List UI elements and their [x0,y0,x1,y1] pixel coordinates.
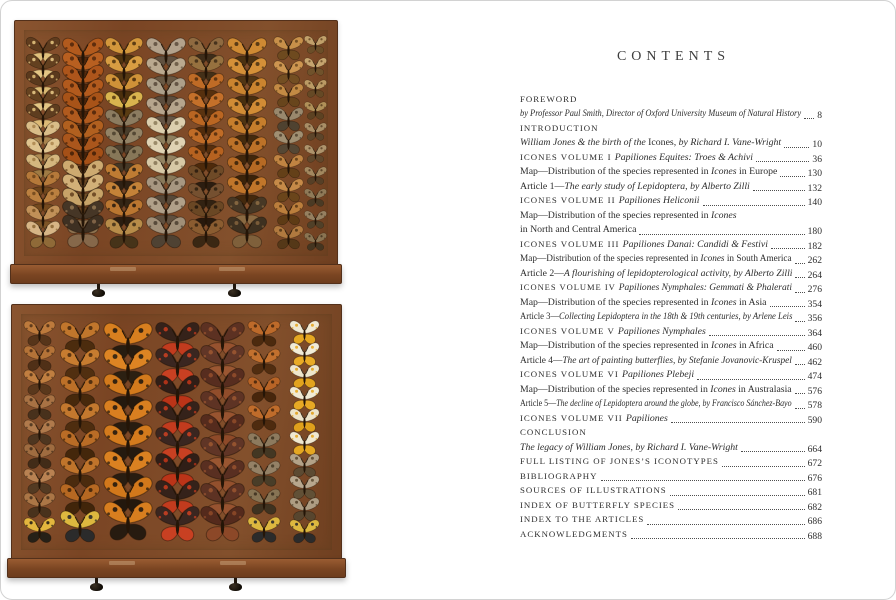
toc-text-segment: Icones [700,253,725,264]
toc-text-segment: Article 2— [520,267,564,279]
butterfly-specimen [288,516,321,547]
toc-text-segment: by Professor Paul Smith, Director of Oxford University Museum of Natural History [520,108,802,119]
butterfly-specimen [144,212,188,253]
toc-entry [520,310,822,325]
butterfly-specimen [303,55,328,79]
dotted-leader [647,523,804,525]
butterfly-specimen [198,501,247,547]
toc-page-number: 180 [807,226,822,237]
toc-page-number: 132 [807,182,822,194]
toc-text-segment: Papiliones [625,412,668,424]
toc-text-segment: Papiliones Heliconii [618,195,700,206]
butterfly-specimen [101,496,155,547]
toc-page-number: 8 [817,110,822,121]
contents-page [520,0,822,600]
toc-page-number: 356 [807,313,822,324]
dotted-leader [795,407,805,409]
toc-text-segment: in Africa [736,340,774,351]
page-title: CONTENTS [616,49,731,64]
toc-page-number: 681 [807,487,822,498]
toc-text-segment: SOURCES OF ILLUSTRATIONS [520,485,667,495]
toc-text-segment: Map—Distribution of the species represented in [520,296,711,308]
dotted-leader [678,508,805,510]
drawer-knob [90,578,103,591]
toc-page-number: 682 [807,501,822,513]
toc-page-number: 354 [807,298,822,310]
toc-text-segment: FULL LISTING OF JONES’S ICONOTYPES [520,456,719,466]
toc-text-segment: Article 1— [520,180,565,192]
toc-page-number: 130 [807,168,822,179]
toc-page-number: 264 [807,269,822,281]
toc-page-number: 590 [807,414,822,426]
butterfly-specimen [24,217,62,253]
dotted-leader [804,117,814,119]
toc-text-segment: INDEX TO THE ARTICLES [520,514,645,524]
toc-entry-text [520,524,628,542]
drawer-knob [229,578,242,591]
toc-text-segment: ICONES VOLUME IV [520,282,619,292]
toc-text-segment: Map—Distribution of the species represented in [520,209,711,221]
toc-text-segment: Map—Distribution of the species represented in [520,166,711,177]
toc-text-segment: ICONES VOLUME VII [520,412,626,423]
toc-text-segment: Map—Distribution of the species represented in [520,383,711,395]
drawer-front-rail [7,558,346,578]
toc-text-segment: in Europe [736,166,778,177]
drawer-frame [11,304,342,560]
drawer-frame [14,20,338,266]
drawer-interior [24,30,328,256]
dotted-leader [777,349,805,351]
toc-page-number: 576 [807,385,822,397]
toc-text-segment: in North and Central America [520,224,637,235]
left-page-photo [0,0,440,600]
toc-text-segment: Papiliones Plebeji [621,369,695,380]
dotted-leader [722,465,805,467]
butterfly-specimen [303,164,328,188]
dotted-leader [741,450,805,452]
toc-text-segment: INDEX OF BUTTERFLY SPECIES [520,499,676,510]
butterfly-specimen [153,501,202,547]
butterfly-specimen [303,33,328,57]
toc-page-number: 276 [807,284,822,295]
dotted-leader [670,494,805,496]
butterfly-specimen [303,120,328,144]
toc-page-number: 686 [807,516,822,527]
toc-entry [520,397,822,412]
toc-entry [520,527,822,542]
toc-page-number: 462 [807,356,822,368]
toc-text-segment: INTRODUCTION [520,122,599,133]
butterfly-specimen [58,506,102,547]
butterfly-specimen [272,222,305,253]
specimen-drawer-bottom [11,304,342,591]
toc-text-segment: Papiliones Nymphales [617,325,706,337]
dotted-leader [795,291,805,293]
toc-text-segment: ICONES VOLUME III [520,238,623,249]
specimen-drawer-top [14,20,338,297]
butterfly-specimen [22,514,57,547]
toc-text-segment: CONCLUSION [520,427,587,437]
butterfly-specimen [303,142,328,166]
toc-entry-text [520,306,793,324]
dotted-leader [795,320,805,322]
toc-text-segment: in Asia [736,296,767,308]
toc-page-number: 36 [812,153,822,165]
toc-text-segment: FOREWORD [520,93,578,104]
toc-entry [520,281,822,296]
toc-text-segment: William Jones & the birth of the [520,137,649,148]
toc-page-number: 364 [807,327,822,339]
toc-text-segment: Map—Distribution of the species represented in [520,340,711,351]
dotted-leader [795,276,805,278]
toc-text-segment: Icones [711,209,737,221]
dotted-leader [795,262,805,264]
toc-text-segment: ICONES VOLUME V [520,325,618,336]
toc-text-segment: The legacy of William Jones, by Richard I. Vane-Wright [520,441,738,453]
toc-text-segment: A flourishing of lepidopterological activity, by Alberto Zilli [563,267,793,279]
toc-text-segment: ICONES VOLUME I [520,151,615,162]
dotted-leader [795,363,805,365]
butterfly-specimen [186,215,226,253]
table-of-contents [520,92,822,542]
toc-page-number: 182 [807,240,822,252]
toc-text-segment: Papiliones Danai: Candidi & Festivi [622,238,768,250]
toc-text-segment: ACKNOWLEDGMENTS [520,528,628,539]
toc-text-segment: Icones [711,340,737,351]
toc-text-segment: in South America [724,253,792,264]
drawer-interior [21,314,332,550]
toc-text-segment: Article 3— [520,311,560,322]
dotted-leader [784,146,809,148]
drawer-knob [228,284,241,297]
toc-text-segment: ICONES VOLUME VI [520,369,622,379]
dotted-leader [770,305,805,307]
toc-entry [520,107,822,122]
toc-page-number: 262 [807,255,822,266]
toc-entry [520,353,822,368]
toc-text-segment: ICONES VOLUME II [520,195,619,205]
butterfly-specimen [60,210,106,253]
toc-text-segment: The art of painting butterflies, by Stefanie Jovanovic-Kruspel [562,354,792,366]
butterfly-specimen [303,230,328,254]
dotted-leader [795,392,805,394]
toc-text-segment: The early study of Lepidoptera, by Alberto Zilli [564,180,750,192]
dotted-leader [753,189,805,191]
toc-page-number: 10 [812,139,822,150]
toc-text-segment: Icones [711,296,737,308]
toc-page-number: 688 [807,530,822,542]
toc-entry-text [520,393,792,411]
butterfly-specimen [303,77,328,101]
toc-text-segment: The decline of Lepidoptera around the globe, by Francisco Sánchez-Bayo [556,398,792,409]
toc-entry-text [520,103,802,121]
toc-page-number: 672 [807,458,822,469]
butterfly-specimen [103,214,145,253]
drawer-front-rail [10,264,342,284]
toc-text-segment: Papiliones Equites: Troes & Achivi [614,151,753,163]
drawer-knob [92,284,105,297]
butterfly-specimen [246,513,282,547]
toc-text-segment: Map—Distribution of the species represented in [520,253,701,264]
toc-text-segment: Collecting Lepidoptera in the 18th & 19th centuries, by Arlene Leis [559,311,793,322]
toc-text-segment: Papiliones Nymphales: Gemmati & Phalerati [618,282,793,293]
toc-text-segment: , by Richard I. Vane-Wright [673,137,782,148]
toc-text-segment: BIBLIOGRAPHY [520,470,598,481]
toc-page-number: 460 [807,342,822,353]
toc-page-number: 474 [807,371,822,382]
toc-text-segment: Icones [710,383,736,395]
butterfly-specimen [303,208,328,232]
dotted-leader [631,537,805,539]
butterfly-specimen [225,212,269,253]
toc-text-segment: Icones [648,137,674,148]
butterfly-specimen [303,186,328,210]
toc-page-number: 676 [807,472,822,484]
butterfly-specimen [303,99,328,123]
toc-text-segment: Article 4— [520,354,563,366]
toc-page-number: 664 [807,443,822,455]
toc-page-number: 578 [807,400,822,411]
toc-page-number: 140 [807,197,822,208]
dotted-leader [671,421,805,423]
toc-text-segment: Article 5— [520,398,557,409]
toc-entry-text [520,350,792,368]
toc-text-segment: Icones [711,166,737,177]
dotted-leader [780,175,804,177]
toc-entry-text [520,277,793,295]
toc-text-segment: in Australasia [735,383,792,395]
